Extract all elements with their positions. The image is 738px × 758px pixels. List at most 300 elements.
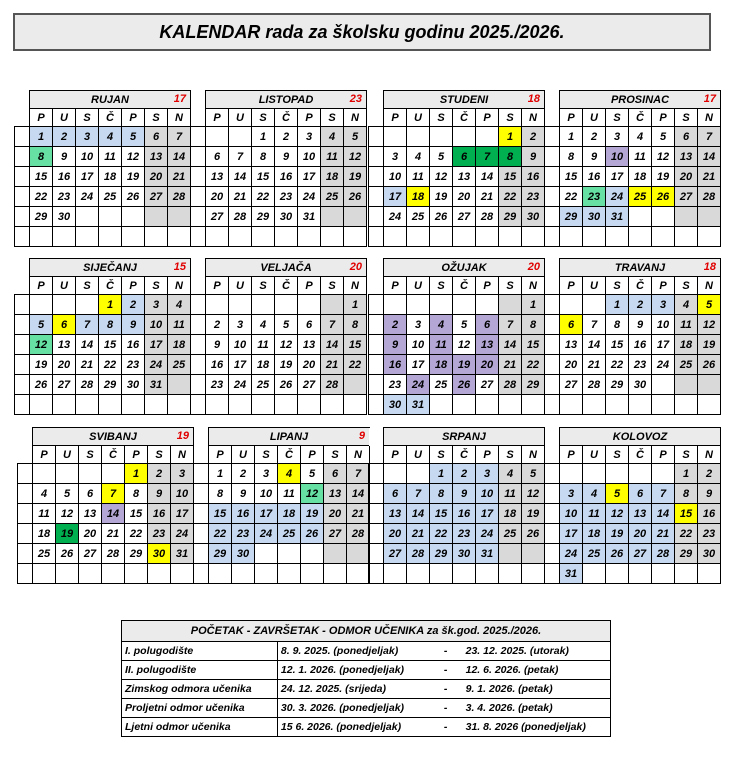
summary-dash: - [429,642,463,661]
week-marker-cell [15,315,30,335]
day-cell: 24 [255,524,278,544]
day-cell: 13 [384,504,407,524]
day-cell: 2 [583,127,606,147]
week-row [369,207,545,227]
day-cell: 5 [453,315,476,335]
day-cell [53,227,76,247]
day-cell: 16 [148,504,171,524]
weekday-header: P [298,109,321,127]
workday-count: 18 [703,261,716,273]
day-cell: 21 [168,167,191,187]
week-marker-cell [15,167,30,187]
week-marker-cell [369,504,384,524]
day-cell: 28 [499,375,522,395]
day-cell: 1 [499,127,522,147]
day-cell: 2 [148,464,171,484]
month-table [544,258,721,415]
day-cell: 30 [232,544,255,564]
weekday-header: S [252,277,275,295]
day-cell [499,395,522,415]
day-cell [324,564,347,584]
day-cell: 17 [76,167,99,187]
day-cell: 28 [321,375,344,395]
day-cell [407,227,430,247]
day-cell: 27 [298,375,321,395]
month-name: LISTOPAD [258,93,314,106]
day-cell [53,295,76,315]
day-cell [453,295,476,315]
day-cell [652,375,675,395]
day-cell: 8 [99,315,122,335]
day-cell: 3 [560,484,583,504]
weekday-header: P [33,446,56,464]
week-row [545,187,721,207]
weekday-header: Č [453,446,476,464]
day-cell: 2 [453,464,476,484]
month-3 [544,90,721,247]
day-cell: 2 [698,464,721,484]
day-cell: 20 [629,524,652,544]
day-cell: 1 [344,295,367,315]
day-cell: 5 [56,484,79,504]
day-cell: 22 [675,524,698,544]
week-marker-cell [15,187,30,207]
month-6 [368,258,545,415]
month-name: SIJEČANJ [83,261,137,274]
calendar-title-box [13,13,711,51]
day-cell: 24 [560,544,583,564]
day-cell [102,564,125,584]
spacer-cell [369,109,384,127]
day-cell: 14 [652,504,675,524]
week-row [369,227,545,247]
week-marker-cell [15,395,30,415]
day-cell [675,395,698,415]
day-cell: 11 [321,147,344,167]
day-cell: 17 [145,335,168,355]
day-cell: 15 [125,504,148,524]
month-name: SRPANJ [442,430,486,443]
week-marker-cell [545,355,560,375]
day-cell: 14 [76,335,99,355]
day-cell: 19 [606,524,629,544]
day-cell: 24 [298,187,321,207]
day-cell [698,375,721,395]
week-marker-cell [15,295,30,315]
week-marker-cell [369,355,384,375]
day-cell: 5 [522,464,545,484]
day-cell [275,395,298,415]
week-marker-cell [369,295,384,315]
day-cell: 29 [99,375,122,395]
day-cell: 21 [347,504,370,524]
day-cell [229,395,252,415]
day-cell: 17 [476,504,499,524]
summary-heading: POČETAK - ZAVRŠETAK - ODMOR UČENIKA za šk.god. 2025./2026. [122,621,611,642]
day-cell: 9 [522,147,545,167]
week-row [545,295,721,315]
day-cell: 30 [275,207,298,227]
week-row [191,227,367,247]
week-marker-cell [18,544,33,564]
day-cell: 25 [33,544,56,564]
day-cell [321,207,344,227]
day-cell [606,227,629,247]
day-cell: 5 [430,147,453,167]
day-cell: 23 [148,524,171,544]
day-cell: 24 [229,375,252,395]
day-cell: 23 [232,524,255,544]
day-cell [252,227,275,247]
week-marker-cell [15,127,30,147]
workday-count: 9 [358,430,365,442]
summary-dash: - [429,680,463,699]
week-row [15,167,191,187]
day-cell: 6 [629,484,652,504]
day-cell: 26 [56,544,79,564]
day-cell: 18 [321,167,344,187]
week-marker-cell [545,147,560,167]
weekday-header: P [560,446,583,464]
summary-end-date: 12. 6. 2026. (petak) [463,661,611,680]
day-cell: 13 [206,167,229,187]
day-cell: 5 [344,127,367,147]
day-cell: 30 [453,544,476,564]
school-year-summary-table [121,620,611,737]
day-cell: 19 [301,504,324,524]
summary-label: Proljetni odmor učenika [122,699,278,718]
day-cell: 12 [301,484,324,504]
spacer-cell [369,259,384,277]
day-cell [453,564,476,584]
day-cell: 20 [53,355,76,375]
day-cell: 6 [453,147,476,167]
week-marker-cell [369,564,384,584]
day-cell [298,227,321,247]
day-cell: 20 [560,355,583,375]
day-cell: 8 [675,484,698,504]
day-cell [79,464,102,484]
spacer-cell [15,109,30,127]
day-cell: 26 [30,375,53,395]
day-cell [275,227,298,247]
day-cell: 3 [606,127,629,147]
week-marker-cell [194,504,209,524]
week-row [369,375,545,395]
week-row [545,375,721,395]
day-cell: 16 [53,167,76,187]
day-cell: 19 [122,167,145,187]
day-cell: 28 [76,375,99,395]
day-cell: 23 [698,524,721,544]
weekday-header: U [583,446,606,464]
week-marker-cell [18,524,33,544]
day-cell: 16 [122,335,145,355]
spacer-cell [191,259,206,277]
summary-row [122,680,611,699]
weekday-header: N [522,277,545,295]
day-cell: 4 [675,295,698,315]
week-marker-cell [369,484,384,504]
day-cell: 4 [168,295,191,315]
week-row [18,544,194,564]
day-cell [171,564,194,584]
day-cell: 20 [206,187,229,207]
weekday-header: P [652,446,675,464]
week-marker-cell [369,207,384,227]
day-cell: 6 [324,464,347,484]
spacer-cell [191,109,206,127]
day-cell [698,564,721,584]
weekday-header: Č [629,446,652,464]
weekday-header: S [606,446,629,464]
weekday-header: P [206,109,229,127]
week-row [369,147,545,167]
weekday-header: Č [453,277,476,295]
day-cell: 25 [252,375,275,395]
day-cell: 14 [168,147,191,167]
day-cell [206,395,229,415]
day-cell: 28 [347,524,370,544]
week-row [369,395,545,415]
day-cell [252,295,275,315]
day-cell: 24 [76,187,99,207]
day-cell: 19 [652,167,675,187]
day-cell [206,227,229,247]
day-cell: 18 [278,504,301,524]
week-marker-cell [545,315,560,335]
day-cell: 6 [206,147,229,167]
day-cell: 6 [145,127,168,147]
weekday-header: P [30,109,53,127]
day-cell [652,207,675,227]
week-marker-cell [191,127,206,147]
day-cell: 30 [122,375,145,395]
day-cell [453,395,476,415]
week-marker-cell [15,335,30,355]
weekday-header: Č [275,277,298,295]
day-cell: 23 [275,187,298,207]
day-cell: 22 [430,524,453,544]
day-cell: 8 [252,147,275,167]
month-table [190,258,367,415]
weekday-header: S [430,446,453,464]
spacer-cell [15,277,30,295]
day-cell: 7 [102,484,125,504]
day-cell [453,227,476,247]
week-marker-cell [194,524,209,544]
day-cell [79,564,102,584]
day-cell [583,295,606,315]
day-cell: 26 [122,187,145,207]
day-cell: 17 [384,187,407,207]
day-cell [606,464,629,484]
day-cell [407,464,430,484]
spacer-cell [545,446,560,464]
day-cell [560,295,583,315]
day-cell [76,227,99,247]
day-cell: 27 [53,375,76,395]
day-cell: 13 [560,335,583,355]
week-row [15,187,191,207]
week-row [545,207,721,227]
day-cell: 10 [407,335,430,355]
week-marker-cell [194,564,209,584]
day-cell: 11 [499,484,522,504]
summary-label: Ljetni odmor učenika [122,718,278,737]
day-cell [522,227,545,247]
day-cell: 14 [698,147,721,167]
day-cell [430,395,453,415]
day-cell: 17 [298,167,321,187]
day-cell: 18 [430,355,453,375]
spacer-cell [545,277,560,295]
workday-count: 23 [349,93,362,105]
day-cell: 16 [629,335,652,355]
day-cell: 29 [560,207,583,227]
day-cell: 2 [53,127,76,147]
day-cell [629,464,652,484]
day-cell: 19 [698,335,721,355]
day-cell: 8 [209,484,232,504]
day-cell [522,395,545,415]
week-row [369,167,545,187]
week-row [369,335,545,355]
day-cell: 20 [453,187,476,207]
day-cell: 3 [255,464,278,484]
day-cell [583,564,606,584]
week-marker-cell [545,227,560,247]
day-cell [522,544,545,564]
summary-label: Zimskog odmora učenika [122,680,278,699]
day-cell: 26 [275,375,298,395]
day-cell: 22 [522,355,545,375]
day-cell [384,127,407,147]
weekday-header: N [698,109,721,127]
day-cell: 25 [168,355,191,375]
week-row [194,504,370,524]
day-cell [407,295,430,315]
day-cell [499,295,522,315]
day-cell: 16 [698,504,721,524]
weekday-header: U [232,446,255,464]
week-marker-cell [369,335,384,355]
month-header [384,428,545,446]
week-row [545,355,721,375]
day-cell [675,564,698,584]
summary-end-date: 31. 8. 2026 (ponedjeljak) [463,718,611,737]
day-cell: 2 [122,295,145,315]
day-cell: 25 [430,375,453,395]
day-cell: 9 [275,147,298,167]
day-cell: 12 [652,147,675,167]
day-cell: 27 [476,375,499,395]
day-cell [324,544,347,564]
week-row [191,147,367,167]
day-cell: 5 [698,295,721,315]
day-cell [698,207,721,227]
day-cell: 26 [344,187,367,207]
day-cell [347,544,370,564]
day-cell: 15 [675,504,698,524]
day-cell: 22 [252,187,275,207]
weekday-header: S [675,446,698,464]
weekday-header: N [698,277,721,295]
month-5 [190,258,367,415]
week-marker-cell [15,207,30,227]
day-cell [384,295,407,315]
weekday-header: Č [278,446,301,464]
day-cell: 21 [583,355,606,375]
week-marker-cell [18,564,33,584]
day-cell: 1 [30,127,53,147]
day-cell: 4 [499,464,522,484]
week-row [191,375,367,395]
month-name: VELJAČA [260,261,312,274]
day-cell: 31 [407,395,430,415]
day-cell: 28 [168,187,191,207]
day-cell: 8 [606,315,629,335]
day-cell: 24 [476,524,499,544]
page-title: KALENDAR rada za školsku godinu 2025./2026. [159,21,565,42]
workday-count: 17 [703,93,716,105]
day-cell: 13 [324,484,347,504]
day-cell: 21 [499,355,522,375]
day-cell: 8 [30,147,53,167]
day-cell: 12 [698,315,721,335]
week-row [191,207,367,227]
day-cell: 12 [344,147,367,167]
month-table [368,90,545,247]
day-cell: 4 [583,484,606,504]
day-cell: 19 [275,355,298,375]
month-4 [14,258,191,415]
day-cell: 23 [629,355,652,375]
day-cell: 18 [168,335,191,355]
day-cell: 4 [99,127,122,147]
week-marker-cell [369,315,384,335]
week-row [545,127,721,147]
day-cell: 1 [430,464,453,484]
week-row [369,127,545,147]
day-cell: 25 [99,187,122,207]
day-cell: 5 [652,127,675,147]
day-cell: 14 [407,504,430,524]
month-header [30,91,191,109]
week-row [369,464,545,484]
weekday-header: P [476,446,499,464]
day-cell [629,395,652,415]
day-cell [698,395,721,415]
day-cell: 24 [407,375,430,395]
day-cell [430,127,453,147]
week-marker-cell [545,187,560,207]
day-cell [675,207,698,227]
day-cell: 9 [453,484,476,504]
day-cell [56,464,79,484]
day-cell: 3 [407,315,430,335]
day-cell: 22 [99,355,122,375]
day-cell: 20 [145,167,168,187]
month-header [560,428,721,446]
day-cell: 26 [453,375,476,395]
day-cell [76,395,99,415]
summary-start-date: 12. 1. 2026. (ponedjeljak) [277,661,428,680]
day-cell: 7 [229,147,252,167]
weekday-header: S [321,277,344,295]
week-row [194,564,370,584]
week-marker-cell [191,295,206,315]
